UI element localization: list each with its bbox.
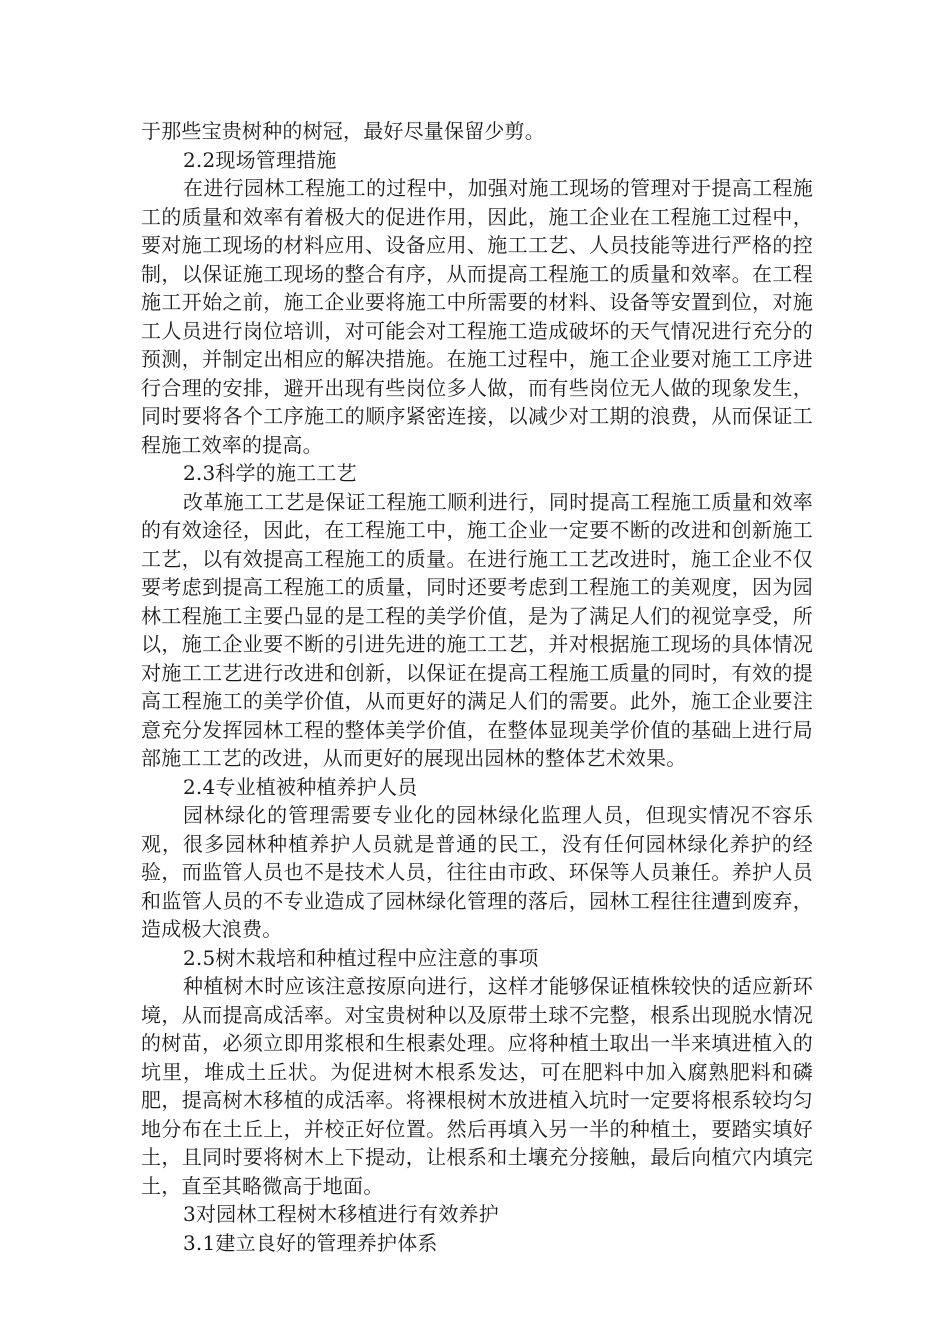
paragraph-continuation: 于那些宝贵树种的树冠，最好尽量保留少剪。: [141, 119, 545, 143]
section-heading-2-2: 2.2现场管理措施: [183, 147, 337, 172]
section-heading-3-1: 3.1建立良好的管理养护体系: [183, 1230, 438, 1255]
document-body: [141, 117, 813, 1257]
paragraph-maintenance-staff: 园林绿化的管理需要专业化的园林绿化监理人员，但现实情况不容乐观，很多园林种植养护人员就是普通的民工，没有任何园林绿化养护的经验，而监管人员也不是技术人员，往往由市政、环保等人员兼任。养护人员和监管人员的不专业造成了园林绿化管理的落后，园林工程往往遭到废弃，造成极大浪费。: [141, 803, 813, 941]
paragraph-tree-planting: 种植树木时应该注意按原向进行，这样才能够保证植株较快的适应新环境，从而提高成活率。对宝贵树种以及原带土球不完整，根系出现脱水情况的树苗，必须立即用浆根和生根素处理。应将种植土取出一半来填进植入的坑里，堆成土丘状。为促进树木根系发达，可在肥料中加入腐熟肥料和磷肥，提高树木移植的成活率。将裸根树木放进植入坑时一定要将根系较均匀地分布在土丘上，并校正好位置。然后再填入另一半的种植土，要踏实填好土，且同时要将树木上下提动，让根系和土壤充分接触，最后向植穴内填完土，直至其略微高于地面。: [141, 974, 813, 1198]
section-heading-2-3: 2.3科学的施工工艺: [183, 461, 357, 485]
section-heading-3: 3对园林工程树木移植进行有效养护: [183, 1202, 499, 1226]
paragraph-construction-craft: 改革施工工艺是保证工程施工顺利进行，同时提高工程施工质量和效率的有效途径，因此，在工程施工中，施工企业一定要不断的改进和创新施工工艺，以有效提高工程施工的质量。在进行施工工艺改进时，施工企业不仅要考虑到提高工程施工的质量，同时还要考虑到工程施工的美观度，因为园林工程施工主要凸显的是工程的美学价值，是为了满足人们的视觉享受，所以，施工企业要不断的引进先进的施工工艺，并对根据施工现场的具体情况对施工工艺进行改进和创新，以保证在提高工程施工质量的同时，有效的提高工程施工的美学价值，从而更好的满足人们的需要。此外，施工企业要注意充分发挥园林工程的整体美学价值，在整体显现美学价值的基础上进行局部施工工艺的改进，从而更好的展现出园林的整体艺术效果。: [141, 489, 813, 770]
section-heading-2-4: 2.4专业植被种植养护人员: [183, 774, 418, 799]
section-heading-2-5: 2.5树木栽培和种植过程中应注意的事项: [183, 945, 539, 970]
paragraph-site-management: 在进行园林工程施工的过程中，加强对施工现场的管理对于提高工程施工的质量和效率有着极大的促进作用，因此，施工企业在工程施工过程中，要对施工现场的材料应用、设备应用、施工工艺、人员技能等进行严格的控制，以保证施工现场的整合有序，从而提高工程施工的质量和效率。在工程施工开始之前，施工企业要将施工中所需要的材料、设备等安置到位，对施工人员进行岗位培训，对可能会对工程施工造成破坏的天气情况进行充分的预测，并制定出相应的解决措施。在施工过程中，施工企业要对施工工序进行合理的安排，避开出现有些岗位多人做，而有些岗位无人做的现象发生，同时要将各个工序施工的顺序紧密连接，以减少对工期的浪费，从而保证工程施工效率的提高。: [141, 176, 813, 457]
